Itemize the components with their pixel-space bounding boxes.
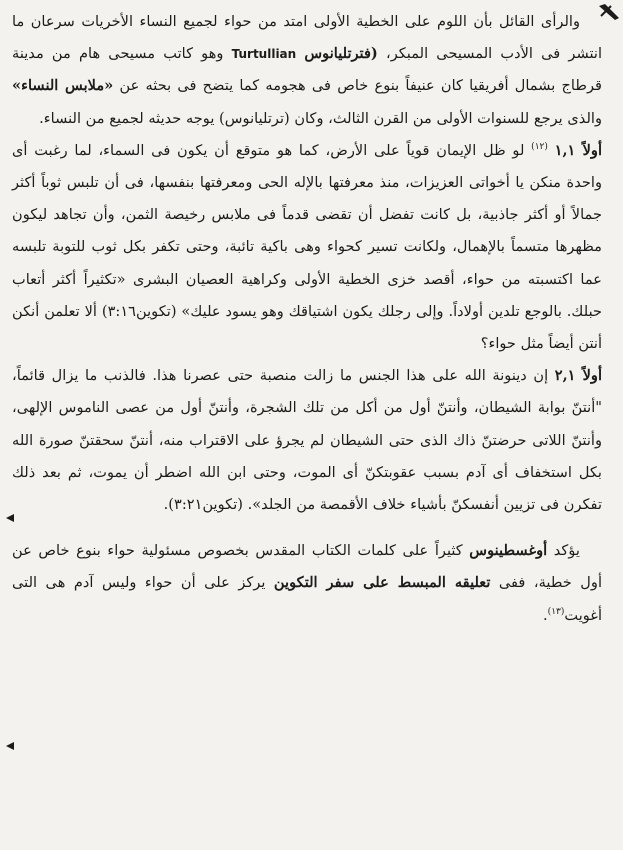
footnote-ref: (١٣) [547, 606, 565, 617]
paragraph-tertullian-intro [12, 6, 602, 135]
body-text: والذى يرجع للسنوات الأولى من القرن الثالث، وكان (ترتليانوس) يوجه حديثه لجميع من النساء. [39, 109, 602, 127]
section-label: أولاً ٢,١ [554, 367, 602, 385]
work-title: «ملابس النساء» [12, 77, 114, 95]
body-text: كثيراً على كلمات الكتاب المقدس بخصوص مسئولية حواء بنوع خاص عن أول خطية، ففى [12, 542, 603, 592]
paragraph-quote-1 [12, 135, 602, 360]
body-text: يؤكد [547, 542, 580, 560]
paragraph-quote-2 [12, 360, 602, 521]
latin-name: Turtullian [231, 47, 297, 62]
author-name: أوغسطينوس [469, 542, 548, 560]
body-text: إن دينونة الله على هذا الجنس ما زالت منصبة حتى عصرنا هذا. فالذنب ما يزال قائماً، "أنتنّ بوابة الشيطان، وأنتنّ أول من أكل من تلك الشجرة، وأنتنّ أول من عصى الناموس الإلهى، وأنتنّ اللاتى حرضتنّ ذاك الذى حتى الشيطان لم يجرؤ على الاقتراب منه، أنتنّ سحقتنّ صورة الله بكل استخفاف أى آدم بسبب عقوبتكنّ أى الموت، وحتى ابن الله اضطر أن يموت، ثم بعد ذلك تفكرن فى تزيين أنفسكنّ بأشياء خلاف الأقمصة من الجلد». (تكوين٣:٢١). [12, 367, 602, 514]
work-title: تعليقه المبسط على سفر التكوين [273, 574, 491, 592]
body-text: والرأى القائل بأن اللوم على الخطية الأولى امتد من حواء لجميع النساء الأخريات سرعان ما انتشر فى الأدب المسيحى المبكر، [12, 13, 602, 63]
paragraph-augustine [12, 535, 602, 632]
author-name: (فترتليانوس [304, 45, 378, 63]
section-label: أولاً ١,١ [554, 141, 603, 159]
body-text: لو ظل الإيمان قوياً على الأرض، كما هو متوقع أن يكون فى السماء، لما رغبت أى واحدة منكن يا أخواتى العزيزات، منذ معرفتها بالإله الحى ومعرفتها بنفسها، فى أن تلبس ثوباً أكثر جمالاً أو أكثر جاذبية، بل كانت تفضل أن تقضى قدماً فى ملابس رخيصة الثمن، وأن تجاهد ليكون مظهرها متسماً بالإهمال، ولكانت تسير كحواء وهى باكية تائبة، وحتى تكفر بكل ثوب للتوبة تلبسه عما اكتسبته من حواء، أقصد خزى الخطية الأولى وكراهية العصيان البشرى «تكثيراً أكثر أتعاب حبلك. بالوجع تلدين أولاداً. وإلى رجلك يكون اشتياقك وهو يسود عليك» (تكوين٣:١٦) ألا تعلمن أنكن أنتن أيضاً مثل حواء؟ [12, 141, 602, 353]
body-text: يركز على أن حواء وليس آدم هى التى أغويت [12, 574, 602, 624]
footnote-ref: (١٢) [531, 141, 548, 152]
body-text: . [543, 606, 548, 624]
book-page [12, 6, 602, 846]
body-text: وهو كاتب مسيحى هام من مدينة قرطاج بشمال أفريقيا كان عنيفاً بنوع خاص فى هجومه كما يتضح فى بحثه عن [12, 45, 602, 95]
